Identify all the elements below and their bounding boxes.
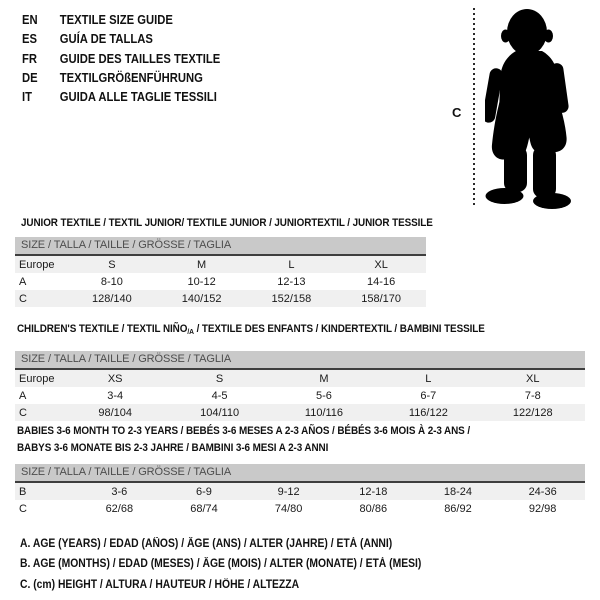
table-row <box>15 500 585 517</box>
language-code: EN <box>22 13 38 27</box>
row-label-cell: C <box>19 502 27 515</box>
size-cell: XL <box>374 258 388 271</box>
size-cell: 7-8 <box>524 389 541 402</box>
size-cell: 152/158 <box>271 292 312 305</box>
table-row <box>15 404 585 421</box>
language-code: ES <box>22 32 38 47</box>
height-dimension-line <box>473 8 475 207</box>
size-table <box>15 483 585 517</box>
size-cell: 3-4 <box>107 389 124 402</box>
size-cell: 14-16 <box>367 275 396 288</box>
section-junior-heading <box>21 215 433 232</box>
language-code: DE <box>22 70 38 85</box>
language-row <box>22 88 220 107</box>
size-cell: M <box>319 372 329 385</box>
row-label-cell: C <box>19 406 27 419</box>
size-cell: 110/116 <box>304 406 344 419</box>
footnote: C. (cm) HEIGHT / ALTURA / HAUTEUR / HÖHE / ALTEZZA <box>20 578 300 591</box>
size-cell: 86/92 <box>444 502 472 515</box>
language-code: FR <box>22 51 38 66</box>
size-table-header: SIZE / TALLA / TAILLE / GRÖSSE / TAGLIA <box>15 351 585 370</box>
size-table-header: SIZE / TALLA / TAILLE / GRÖSSE / TAGLIA <box>15 237 426 256</box>
size-cell: 24-36 <box>528 485 557 498</box>
size-cell: S <box>108 258 116 271</box>
language-title: GUÍA DE TALLAS <box>59 32 153 47</box>
section-children-table <box>15 351 585 421</box>
size-table <box>15 370 585 421</box>
row-label-cell: A <box>19 275 27 288</box>
size-cell: 6-9 <box>196 485 212 498</box>
size-cell: 80/86 <box>359 502 388 515</box>
language-title: GUIDA ALLE TAGLIE TESSILI <box>59 90 217 105</box>
heading-text: CHILDREN'S TEXTILE / TEXTIL NIÑO <box>17 323 188 335</box>
footnote: B. AGE (MONTHS) / EDAD (MESES) / ÂGE (MOIS) / ALTER (MONATE) / ETÀ (MESI) <box>20 558 422 571</box>
row-label-cell: C <box>19 292 27 305</box>
size-cell: 122/128 <box>512 406 553 419</box>
section-junior-table <box>15 237 426 307</box>
height-dimension-label: C <box>452 105 462 120</box>
table-row <box>15 370 585 387</box>
size-cell: 128/140 <box>91 292 132 305</box>
size-cell: XS <box>107 372 123 385</box>
size-cell: 12-18 <box>359 485 388 498</box>
heading-line <box>17 440 470 457</box>
size-cell: 140/152 <box>181 292 222 305</box>
table-row <box>15 256 426 273</box>
size-cell: 68/74 <box>190 502 218 515</box>
language-row <box>22 11 220 30</box>
size-cell: L <box>425 372 432 385</box>
size-cell: 5-6 <box>316 389 332 402</box>
section-babies-heading <box>17 423 470 456</box>
size-cell: 116/122 <box>408 406 448 419</box>
heading-text: BABIES 3-6 MONTH TO 2-3 YEARS / BEBÉS 3-6 MESES A 2-3 AÑOS / BÉBÉS 3-6 MOIS À 2-3 ANS / <box>17 425 470 437</box>
table-row <box>15 290 426 307</box>
language-list <box>22 11 242 107</box>
language-row <box>22 69 220 88</box>
language-title: TEXTILGRÖßENFÜHRUNG <box>59 70 203 85</box>
language-title: TEXTILE SIZE GUIDE <box>59 13 173 27</box>
size-cell: M <box>197 258 207 271</box>
size-cell: 98/104 <box>98 406 133 419</box>
size-cell: L <box>288 258 295 271</box>
size-table <box>15 256 426 307</box>
size-cell: 74/80 <box>274 502 303 515</box>
section-children-heading <box>17 321 485 339</box>
footnote: A. AGE (YEARS) / EDAD (AÑOS) / ÂGE (ANS) / ALTER (JAHRE) / ETÀ (ANNI) <box>20 538 393 550</box>
heading-text: /A <box>187 327 194 336</box>
size-cell: 4-5 <box>211 389 228 402</box>
row-label-cell: Europe <box>19 258 55 271</box>
row-label-cell: Europe <box>19 372 55 385</box>
size-cell: 8-10 <box>100 275 123 288</box>
section-babies-table <box>15 464 585 517</box>
heading-text: JUNIOR TEXTILE / TEXTIL JUNIOR/ TEXTILE JUNIOR / JUNIORTEXTIL / JUNIOR TESSILE <box>21 217 433 229</box>
size-cell: XL <box>526 372 540 385</box>
toddler-silhouette-icon <box>485 2 599 210</box>
language-code: IT <box>22 90 32 105</box>
size-cell: 158/170 <box>361 292 401 305</box>
language-title: GUIDE DES TAILLES TEXTILE <box>59 51 221 66</box>
language-row <box>22 30 220 49</box>
heading-text: / TEXTILE DES ENFANTS / KINDERTEXTIL / BAMBINI TESSILE <box>193 323 485 335</box>
heading-text: BABYS 3-6 MONATE BIS 2-3 JAHRE / BAMBINI 3-6 MESI A 2-3 ANNI <box>17 441 329 454</box>
table-row <box>15 273 426 290</box>
size-cell: S <box>215 372 224 385</box>
size-cell: 3-6 <box>111 485 128 498</box>
language-row <box>22 50 220 69</box>
row-label-cell: A <box>19 389 27 402</box>
size-table-header: SIZE / TALLA / TAILLE / GRÖSSE / TAGLIA <box>15 464 585 483</box>
table-row <box>15 483 585 500</box>
size-cell: 10-12 <box>187 275 216 288</box>
heading-line <box>17 423 470 440</box>
size-cell: 104/110 <box>200 406 240 419</box>
table-row <box>15 387 585 404</box>
size-cell: 18-24 <box>443 485 473 498</box>
heading-line <box>21 215 433 232</box>
size-cell: 62/68 <box>105 502 134 515</box>
heading-line <box>17 321 485 339</box>
footnotes <box>20 534 466 595</box>
size-cell: 9-12 <box>277 485 300 498</box>
size-cell: 12-13 <box>277 275 306 288</box>
size-cell: 6-7 <box>420 389 437 402</box>
row-label-cell: B <box>19 485 27 498</box>
size-cell: 92/98 <box>528 502 557 515</box>
